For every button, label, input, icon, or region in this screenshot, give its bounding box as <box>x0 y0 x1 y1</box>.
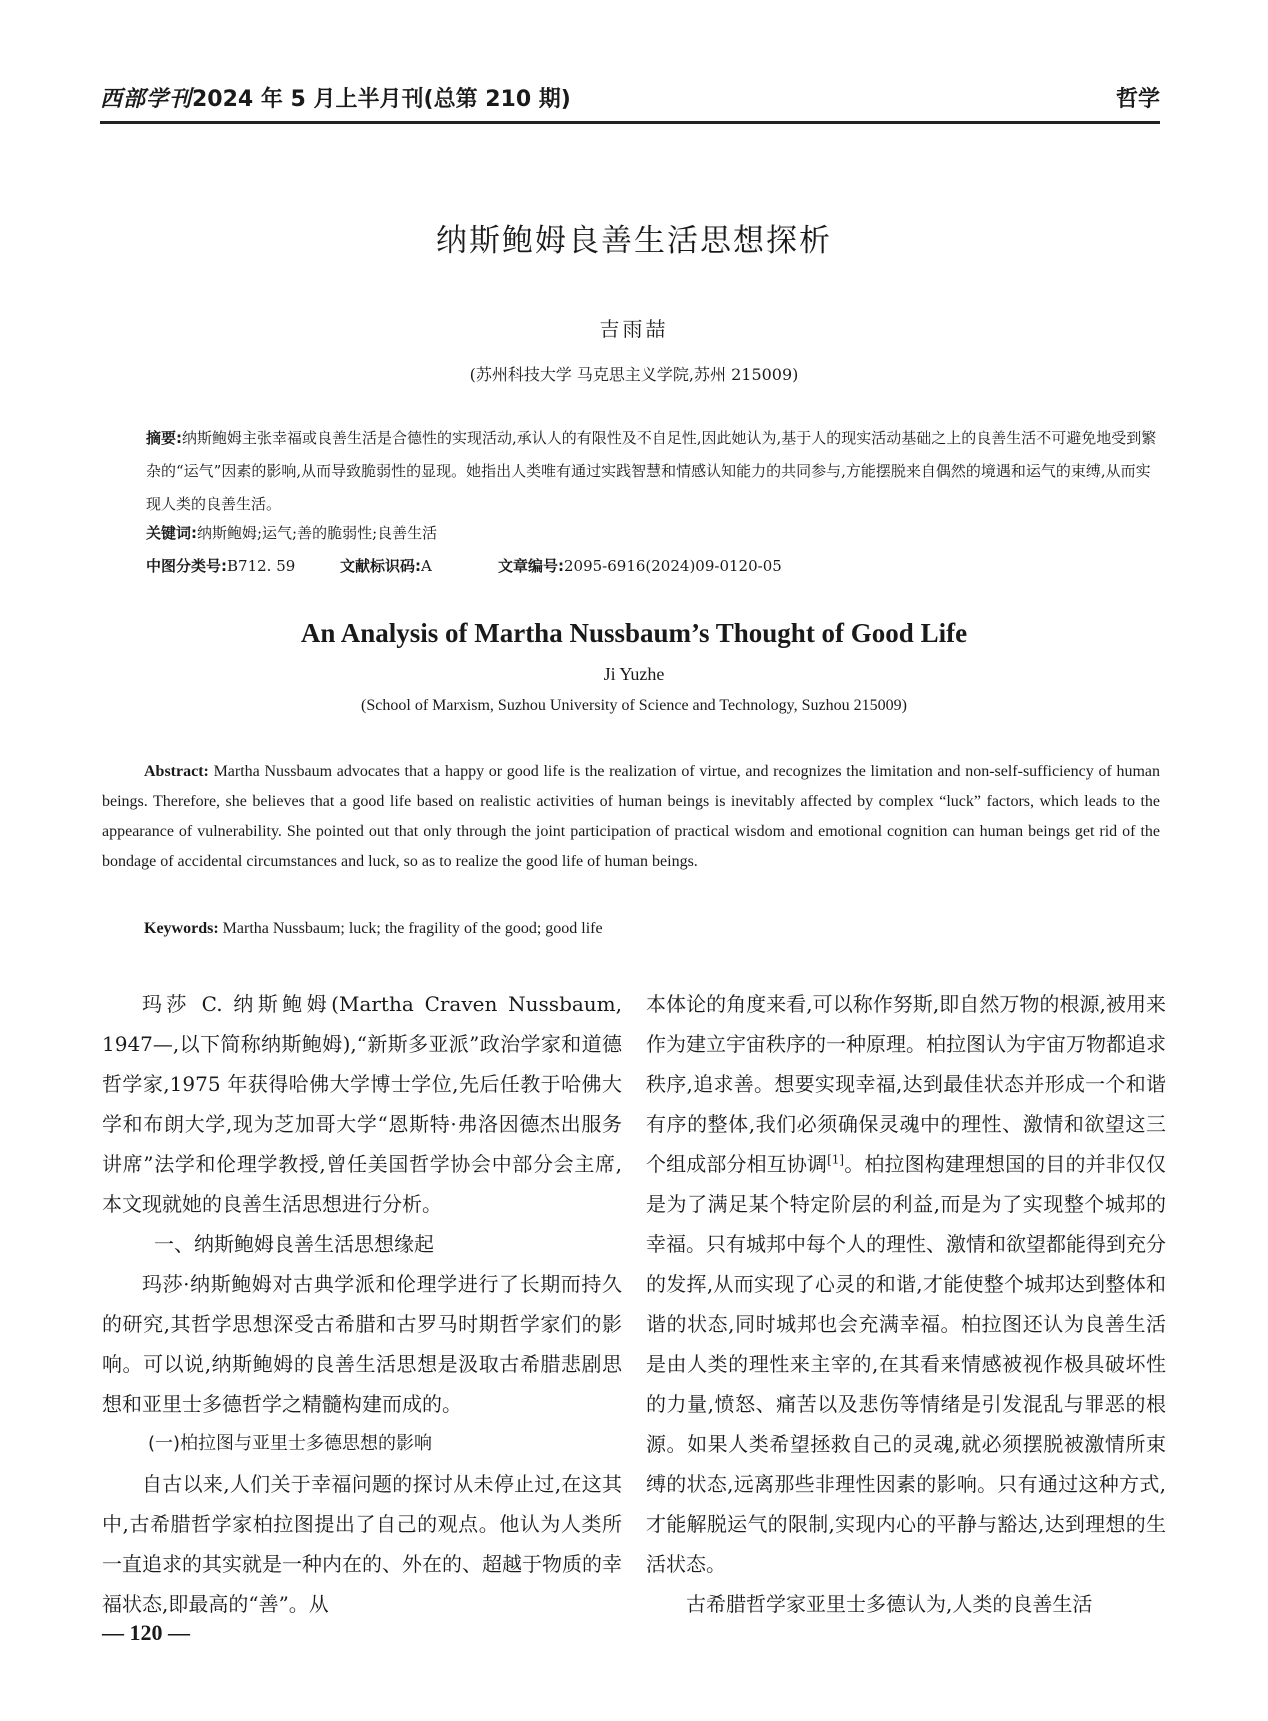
english-abstract-label: Abstract: <box>144 763 209 780</box>
doc-code-label: 文献标识码: <box>340 557 421 575</box>
article-no-value: 2095-6916(2024)09-0120-05 <box>564 557 782 575</box>
english-author: Ji Yuzhe <box>603 664 665 684</box>
abstract-label: 摘要: <box>146 429 182 447</box>
keywords-label: 关键词: <box>146 524 197 542</box>
clc-item <box>146 550 295 583</box>
journal-logo: 西部学刊 <box>100 86 193 112</box>
continued-text-a: 本体论的角度来看,可以称作努斯,即自然万物的根源,被用来作为建立宇宙秩序的一种原理。柏拉图认为宇宙万物都追求秩序,追求善。想要实现幸福,达到最佳状态并形成一个和谐有序的整体,我们必须确保灵魂中的理性、激情和欲望这三个组成部分相互协调 <box>646 992 1166 1176</box>
clc-label: 中图分类号: <box>146 557 227 575</box>
body-column-left <box>102 984 622 1624</box>
abstract-text: 纳斯鲍姆主张幸福或良善生活是合德性的实现活动,承认人的有限性及不自足性,因此她认为,基于人的现实活动基础之上的良善生活不可避免地受到繁杂的“运气”因素的影响,从而导致脆弱性的显现。她指出人类唯有通过实践智慧和情感认知能力的共同参与,方能摆脱来自偶然的境遇和运气的束缚,从而实现人类的良善生活。 <box>146 429 1157 513</box>
english-keywords-label: Keywords: <box>144 920 219 937</box>
english-keywords-text: Martha Nussbaum; luck; the fragility of the good; good life <box>222 920 603 937</box>
page-number: — 120 — <box>102 1620 190 1645</box>
keywords-text: 纳斯鲍姆;运气;善的脆弱性;良善生活 <box>197 524 438 542</box>
continued-text-b: 。柏拉图构建理想国的目的并非仅仅是为了满足某个特定阶层的利益,而是为了实现整个城邦的幸福。只有城邦中每个人的理性、激情和欲望都能得到充分的发挥,从而实现了心灵的和谐,才能使整个城邦达到整体和谐的状态,同时城邦也会充满幸福。柏拉图还认为良善生活是由人类的理性来主宰的,在其看来情感被视作极具破坏性的力量,愤怒、痛苦以及悲伤等情绪是引发混乱与罪恶的根源。如果人类希望拯救自己的灵魂,就必须摆脱被激情所束缚的状态,远离那些非理性因素的影响。只有通过这种方式,才能解脱运气的限制,实现内心的平静与豁达,达到理想的生活状态。 <box>646 1152 1167 1576</box>
header-rule <box>100 121 1160 124</box>
subsection-1-heading: (一)柏拉图与亚里士多德思想的影响 <box>148 1433 433 1454</box>
chinese-abstract <box>146 422 1160 521</box>
article-affiliation: (苏州科技大学 马克思主义学院,苏州 215009) <box>469 365 799 384</box>
article-no-label: 文章编号: <box>498 557 564 575</box>
english-abstract-text: Martha Nussbaum advocates that a happy or good life is the realization of virtue, and recognizes the limitation and non-self-sufficiency of human beings. Therefore, she believes that a good life based on realistic activities of human beings is inevitably affected by complex “luck” factors, which leads to the appearance of vulnerability. She pointed out that only through the joint participation of practical wisdom and emotional cognition can human beings get rid of the bondage of accidental circumstances and luck, so as to realize the good life of human beings. <box>102 763 1161 870</box>
english-abstract <box>102 757 1160 877</box>
clc-value: B712. 59 <box>227 557 296 575</box>
english-title: An Analysis of Martha Nussbaum’s Thought of Good Life <box>300 618 968 648</box>
subsection-1-paragraph: 自古以来,人们关于幸福问题的探讨从未停止过,在这其中,古希腊哲学家柏拉图提出了自己的观点。他认为人类所一直追求的其实就是一种内在的、外在的、超越于物质的幸福状态,即最高的“善”。从 <box>102 1472 622 1616</box>
article-no-item <box>498 550 782 583</box>
continued-paragraph <box>646 984 1166 1584</box>
doc-code-item <box>340 550 432 583</box>
citation-ref: [1] <box>827 1152 845 1167</box>
intro-paragraph: 玛莎 C. 纳斯鲍姆(Martha Craven Nussbaum, 1947—,以下简称纳斯鲍姆),“新斯多亚派”政治学家和道德哲学家,1975 年获得哈佛大学博士学位,先后任教于哈佛大学和布朗大学,现为芝加哥大学“恩斯特·弗洛因德杰出服务讲席”法学和伦理学教授,曾任美国哲学协会中部分会主席,本文现就她的良善生活思想进行分析。 <box>102 992 622 1216</box>
chinese-keywords <box>146 517 1160 550</box>
running-header <box>100 78 1160 118</box>
section-label: 哲学 <box>1115 87 1160 112</box>
body-column-right <box>646 984 1166 1624</box>
issue-info: 2024 年 5 月上半月刊(总第 210 期) <box>192 87 571 112</box>
section-1-heading: 一、纳斯鲍姆良善生活思想缘起 <box>154 1232 434 1256</box>
article-title: 纳斯鲍姆良善生活思想探析 <box>436 223 832 259</box>
english-affiliation: (School of Marxism, Suzhou University of Science and Technology, Suzhou 215009) <box>361 697 907 714</box>
section-1-paragraph: 玛莎·纳斯鲍姆对古典学派和伦理学进行了长期而持久的研究,其哲学思想深受古希腊和古罗马时期哲学家们的影响。可以说,纳斯鲍姆的良善生活思想是汲取古希腊悲剧思想和亚里士多德哲学之精髓构建而成的。 <box>102 1272 622 1416</box>
aristotle-paragraph: 古希腊哲学家亚里士多德认为,人类的良善生活 <box>686 1592 1093 1616</box>
article-author: 吉雨喆 <box>599 317 669 341</box>
english-keywords <box>144 914 1160 944</box>
doc-code-value: A <box>421 557 432 575</box>
